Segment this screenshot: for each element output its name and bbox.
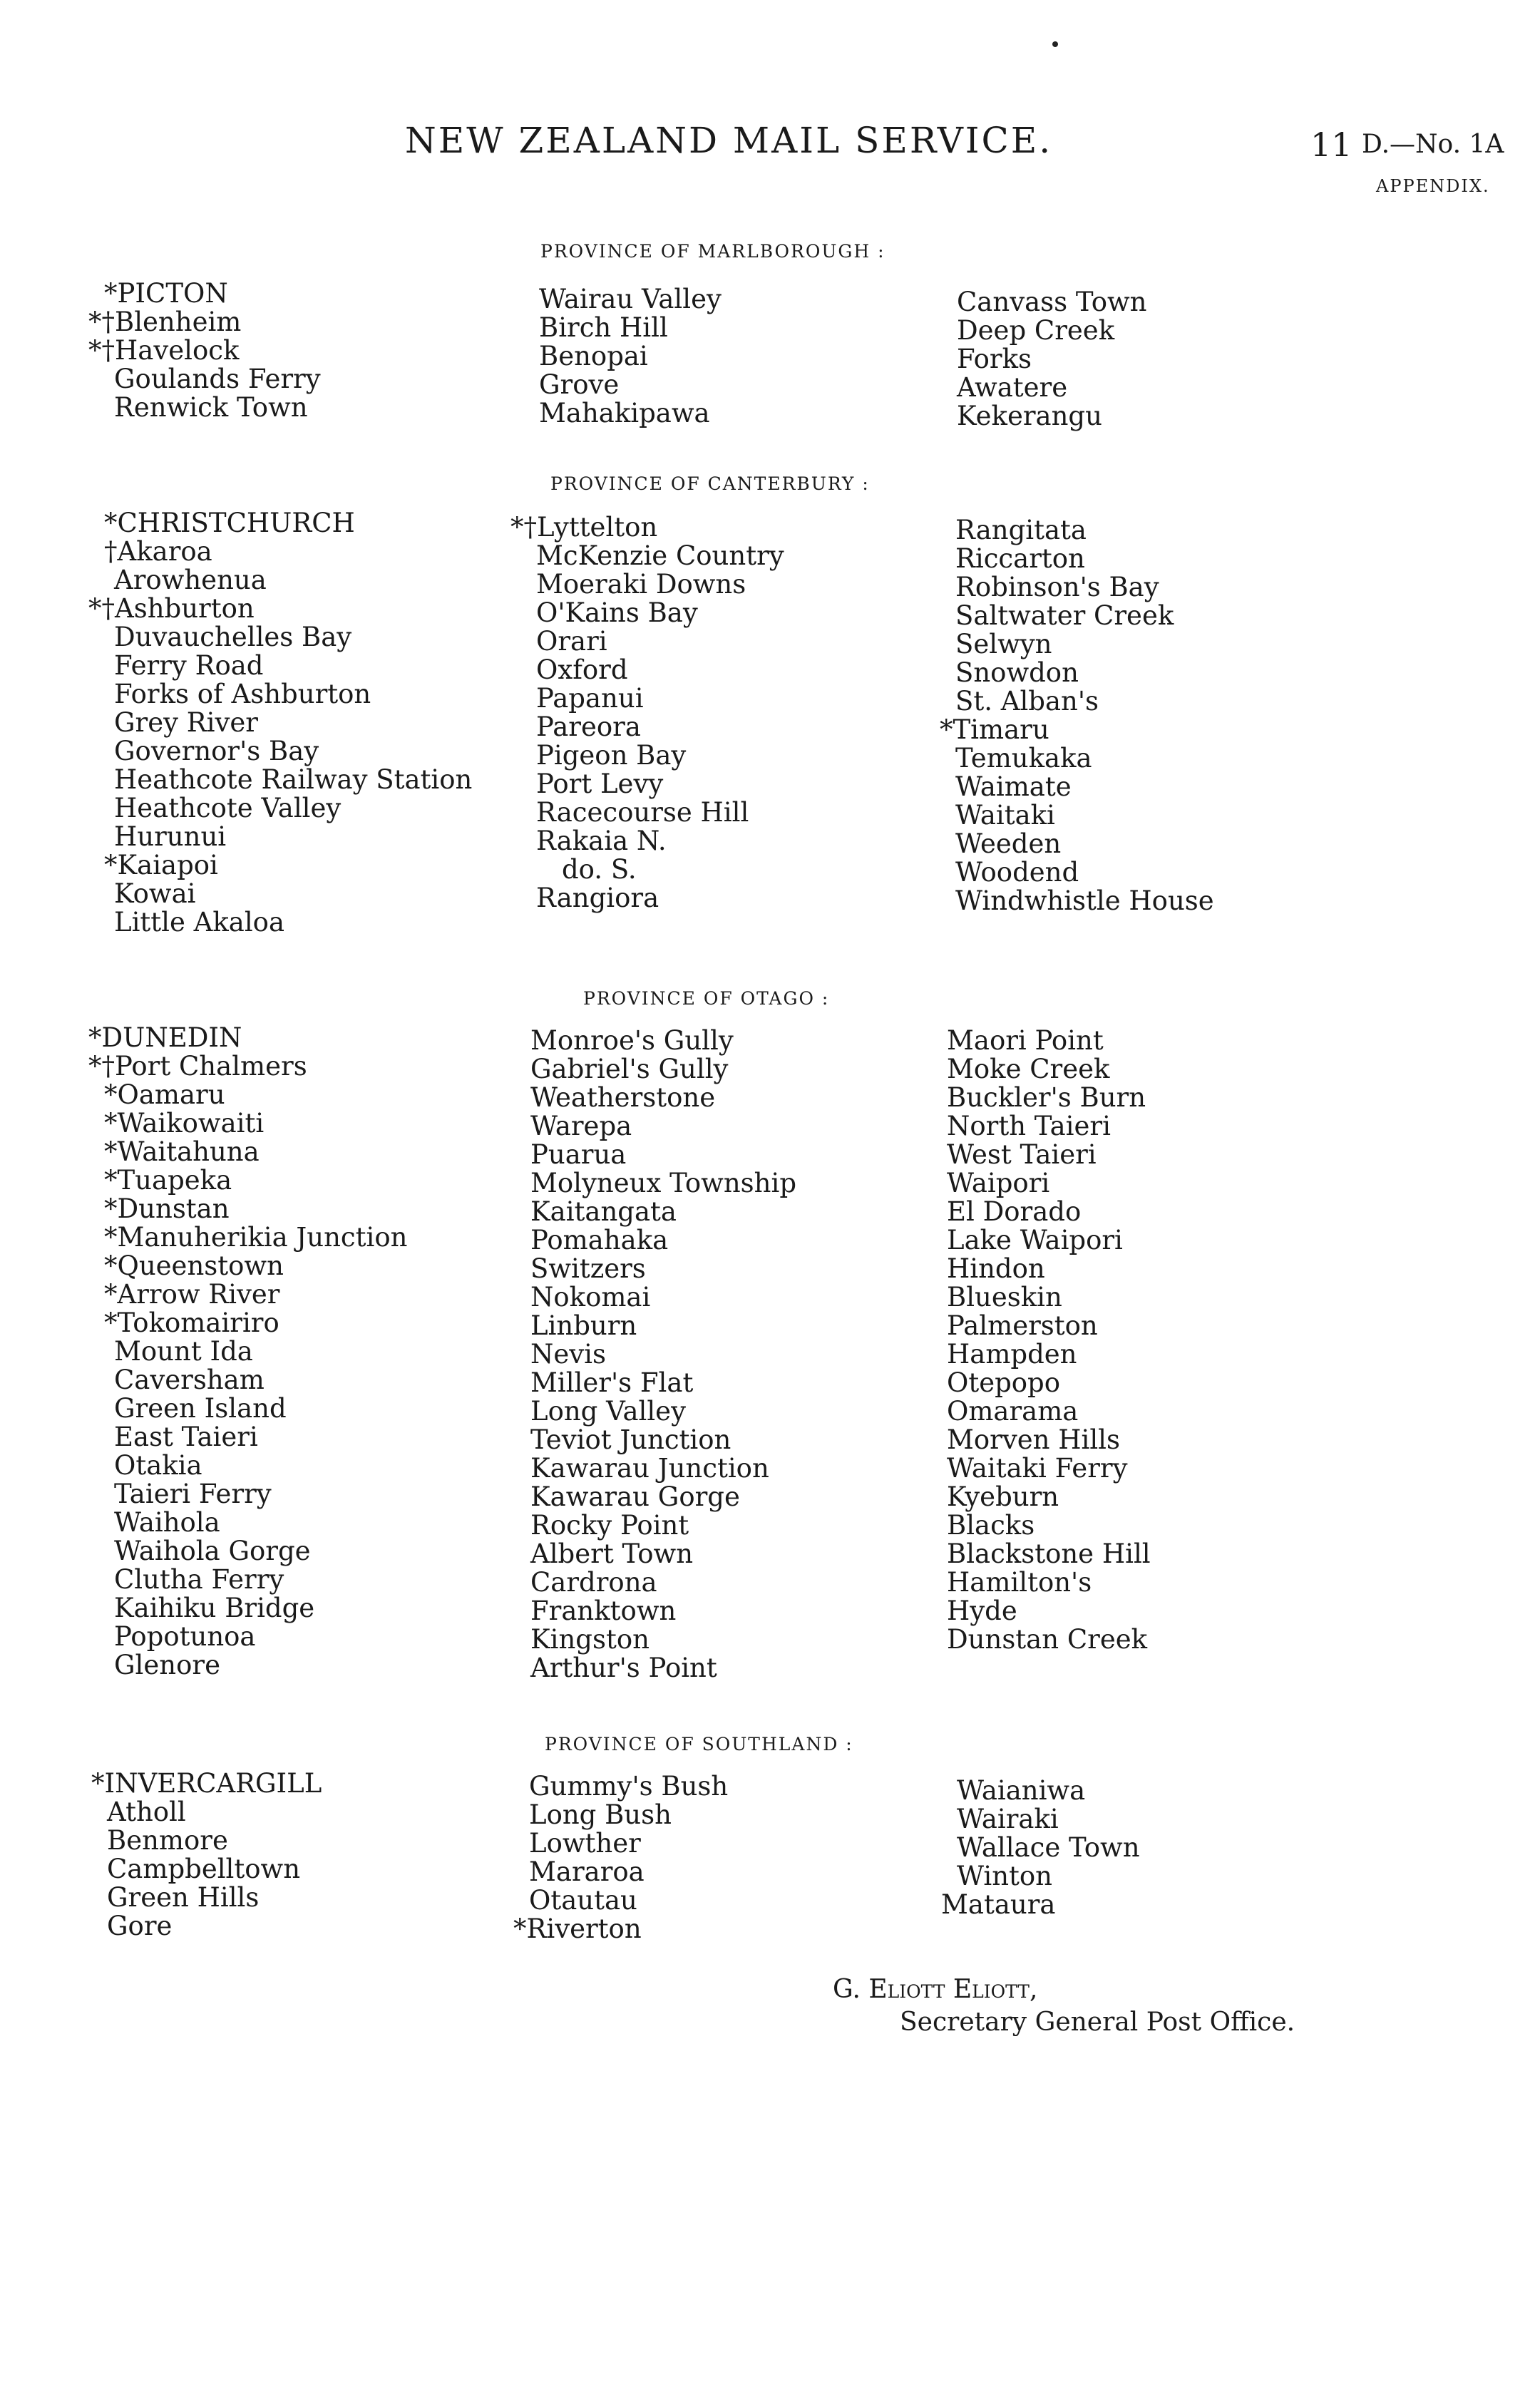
list-item: Morven Hills <box>947 1424 1120 1455</box>
list-item: *DUNEDIN <box>88 1022 242 1053</box>
list-item: *Tuapeka <box>104 1165 232 1196</box>
list-item: Buckler's Burn <box>947 1082 1146 1113</box>
list-item: Green Hills <box>107 1882 260 1913</box>
list-item: Waihola <box>114 1507 220 1538</box>
list-item: Franktown <box>530 1596 677 1626</box>
list-item: Gummy's Bush <box>529 1771 729 1802</box>
list-item: Pareora <box>536 712 641 742</box>
list-item: Mahakipawa <box>539 398 710 428</box>
list-item: *Timaru <box>940 714 1049 745</box>
list-item: Selwyn <box>955 629 1052 659</box>
signature-initial: G. <box>833 1975 861 2004</box>
list-item: Grey River <box>114 707 258 738</box>
southland-col2 <box>513 1772 728 1943</box>
list-item: North Taieri <box>947 1111 1111 1141</box>
list-item: Otepopo <box>947 1367 1061 1398</box>
list-item: *†Havelock <box>88 335 240 366</box>
list-item: Forks <box>957 344 1032 374</box>
list-item: Puarua <box>530 1139 627 1170</box>
list-item: Hindon <box>947 1253 1045 1284</box>
list-item: Kaihiku Bridge <box>114 1593 315 1623</box>
marlborough-col3 <box>957 288 1146 431</box>
list-item: Rangitata <box>955 515 1087 545</box>
list-item: *Waitahuna <box>104 1136 260 1167</box>
document-reference: D.—No. 1A <box>1362 130 1504 159</box>
canterbury-col1 <box>88 509 472 937</box>
list-item: Switzers <box>530 1253 646 1284</box>
list-item: Weeden <box>955 828 1062 859</box>
list-item: Glenore <box>114 1650 220 1680</box>
southland-col1 <box>91 1769 322 1941</box>
list-item: Weatherstone <box>530 1082 716 1113</box>
list-item: Robinson's Bay <box>955 572 1159 602</box>
list-item: *†Ashburton <box>88 593 255 624</box>
list-item: Deep Creek <box>957 315 1115 346</box>
list-item: Teviot Junction <box>530 1424 732 1455</box>
list-item: Linburn <box>530 1310 637 1341</box>
signature-name <box>833 1975 1037 2004</box>
list-item: Kingston <box>530 1624 650 1655</box>
list-item: Arthur's Point <box>530 1653 717 1683</box>
list-item: Blacks <box>947 1510 1035 1541</box>
list-item: Hurunui <box>114 821 227 852</box>
list-item: Waianiwa <box>957 1775 1086 1806</box>
list-item: Miller's Flat <box>530 1367 694 1398</box>
list-item: *†Port Chalmers <box>88 1051 307 1082</box>
list-item: Birch Hill <box>539 312 668 343</box>
list-item: Lowther <box>529 1828 641 1859</box>
list-item: Molyneux Township <box>530 1168 796 1198</box>
list-item: Mount Ida <box>114 1336 253 1367</box>
ink-dot <box>1052 41 1058 47</box>
list-item: Ferry Road <box>114 650 264 681</box>
signature-surname: Eliott Eliott, <box>868 1975 1038 2004</box>
list-item: Wallace Town <box>957 1832 1140 1863</box>
list-item: Green Island <box>114 1393 287 1424</box>
list-item: Arowhenua <box>114 565 267 595</box>
list-item: Blueskin <box>947 1282 1062 1312</box>
list-item: *PICTON <box>104 278 228 309</box>
list-item: Temukaka <box>955 743 1092 774</box>
list-item: Atholl <box>107 1797 186 1827</box>
list-item: Kaitangata <box>530 1196 677 1227</box>
list-item: Port Levy <box>536 769 664 799</box>
list-item: Caversham <box>114 1365 265 1395</box>
list-item: Gore <box>107 1911 173 1941</box>
list-item: Heathcote Railway Station <box>114 764 473 795</box>
list-item: O'Kains Bay <box>536 597 698 628</box>
list-item: Woodend <box>955 857 1079 888</box>
list-item: *Arrow River <box>104 1279 280 1310</box>
list-item: Albert Town <box>530 1538 694 1569</box>
list-item: Kekerangu <box>957 401 1102 431</box>
list-item: Cardrona <box>530 1567 657 1598</box>
signature-title: Secretary General Post Office. <box>900 2008 1295 2037</box>
list-item: Mataura <box>941 1889 1056 1920</box>
list-item: Hyde <box>947 1596 1017 1626</box>
list-item: *Riverton <box>513 1913 642 1944</box>
list-item: Hampden <box>947 1339 1077 1370</box>
list-item: Popotunoa <box>114 1621 256 1652</box>
list-item: Dunstan Creek <box>947 1624 1148 1655</box>
list-item: Rocky Point <box>530 1510 689 1541</box>
list-item: Riccarton <box>955 543 1085 574</box>
canterbury-col2 <box>510 513 784 913</box>
list-item: Waipori <box>947 1168 1050 1198</box>
list-item: El Dorado <box>947 1196 1082 1227</box>
list-item: *CHRISTCHURCH <box>104 508 355 538</box>
list-item: Long Valley <box>530 1396 686 1427</box>
list-item: Moeraki Downs <box>536 569 746 600</box>
appendix-label: APPENDIX. <box>1376 176 1490 196</box>
page-title: NEW ZEALAND MAIL SERVICE. <box>405 120 1053 161</box>
list-item: Forks of Ashburton <box>114 679 371 709</box>
list-item: Snowdon <box>955 657 1079 688</box>
list-item: Canvass Town <box>957 287 1147 317</box>
list-item: Kowai <box>114 878 196 909</box>
list-item: †Akaroa <box>104 536 212 567</box>
marlborough-col1 <box>88 279 321 422</box>
list-item: Moke Creek <box>947 1054 1110 1084</box>
province-heading-southland: PROVINCE OF SOUTHLAND : <box>545 1734 853 1755</box>
canterbury-col3 <box>940 516 1214 915</box>
list-item: *Queenstown <box>104 1250 284 1281</box>
list-item: Taieri Ferry <box>114 1479 272 1509</box>
list-item: Otautau <box>529 1885 637 1916</box>
list-item: Wairau Valley <box>539 284 722 314</box>
list-item: Papanui <box>536 683 644 714</box>
list-item: *Oamaru <box>104 1079 225 1110</box>
list-item: Warepa <box>530 1111 632 1141</box>
list-item: Otakia <box>114 1450 202 1481</box>
list-item: Rangiora <box>536 883 659 913</box>
list-item: Gabriel's Gully <box>530 1054 729 1084</box>
list-item: Heathcote Valley <box>114 793 342 823</box>
list-item: Monroe's Gully <box>530 1025 734 1056</box>
list-item: Campbelltown <box>107 1854 301 1884</box>
list-item: Waitaki Ferry <box>947 1453 1128 1484</box>
list-item: Wairaki <box>957 1804 1059 1834</box>
list-item: Clutha Ferry <box>114 1564 284 1595</box>
list-item: Nokomai <box>530 1282 651 1312</box>
list-item: Waimate <box>955 771 1072 802</box>
list-item: Winton <box>957 1861 1053 1891</box>
list-item: *Manuherikia Junction <box>104 1222 408 1253</box>
list-item: Saltwater Creek <box>955 600 1174 631</box>
list-item: Pigeon Bay <box>536 740 687 771</box>
list-item: *†Lyttelton <box>510 512 658 543</box>
southland-col3 <box>941 1777 1140 1919</box>
list-item: West Taieri <box>947 1139 1097 1170</box>
list-item: Maori Point <box>947 1025 1104 1056</box>
marlborough-col2 <box>539 285 722 428</box>
list-item: Long Bush <box>529 1799 672 1830</box>
list-item: Mararoa <box>529 1856 645 1887</box>
list-item: Rakaia N. <box>536 826 667 856</box>
list-item: do. S. <box>562 854 637 885</box>
list-item: Pomahaka <box>530 1225 669 1255</box>
list-item: *Dunstan <box>104 1193 230 1224</box>
list-item: Blackstone Hill <box>947 1538 1151 1569</box>
list-item: Duvauchelles Bay <box>114 622 352 652</box>
page-number: 11 <box>1310 125 1352 164</box>
list-item: *Tokomairiro <box>104 1308 279 1338</box>
otago-col1 <box>88 1024 407 1680</box>
list-item: Orari <box>536 626 607 657</box>
list-item: Racecourse Hill <box>536 797 749 828</box>
province-heading-marlborough: PROVINCE OF MARLBOROUGH : <box>540 241 885 262</box>
list-item: East Taieri <box>114 1422 258 1452</box>
list-item: Waihola Gorge <box>114 1536 311 1566</box>
province-heading-canterbury: PROVINCE OF CANTERBURY : <box>550 473 870 494</box>
list-item: Benopai <box>539 341 648 371</box>
otago-col3 <box>947 1027 1151 1654</box>
list-item: Nevis <box>530 1339 606 1370</box>
otago-col2 <box>530 1027 796 1683</box>
list-item: Palmerston <box>947 1310 1098 1341</box>
list-item: Kawarau Gorge <box>530 1481 740 1512</box>
list-item: *Waikowaiti <box>104 1108 265 1139</box>
list-item: St. Alban's <box>955 686 1099 716</box>
list-item: Renwick Town <box>114 392 308 423</box>
list-item: Hamilton's <box>947 1567 1092 1598</box>
list-item: Oxford <box>536 654 628 685</box>
list-item: Governor's Bay <box>114 736 319 766</box>
list-item: Kyeburn <box>947 1481 1059 1512</box>
list-item: Kawarau Junction <box>530 1453 769 1484</box>
list-item: Windwhistle House <box>955 885 1214 916</box>
list-item: *†Blenheim <box>88 307 242 337</box>
list-item: Waitaki <box>955 800 1055 831</box>
list-item: McKenzie Country <box>536 540 784 571</box>
list-item: *INVERCARGILL <box>91 1768 322 1799</box>
list-item: Benmore <box>107 1825 228 1856</box>
list-item: Goulands Ferry <box>114 364 321 394</box>
list-item: Grove <box>539 369 620 400</box>
list-item: Lake Waipori <box>947 1225 1123 1255</box>
list-item: *Kaiapoi <box>104 850 218 880</box>
list-item: Omarama <box>947 1396 1079 1427</box>
province-heading-otago: PROVINCE OF OTAGO : <box>583 988 830 1009</box>
list-item: Little Akaloa <box>114 907 285 937</box>
list-item: Awatere <box>957 372 1068 403</box>
